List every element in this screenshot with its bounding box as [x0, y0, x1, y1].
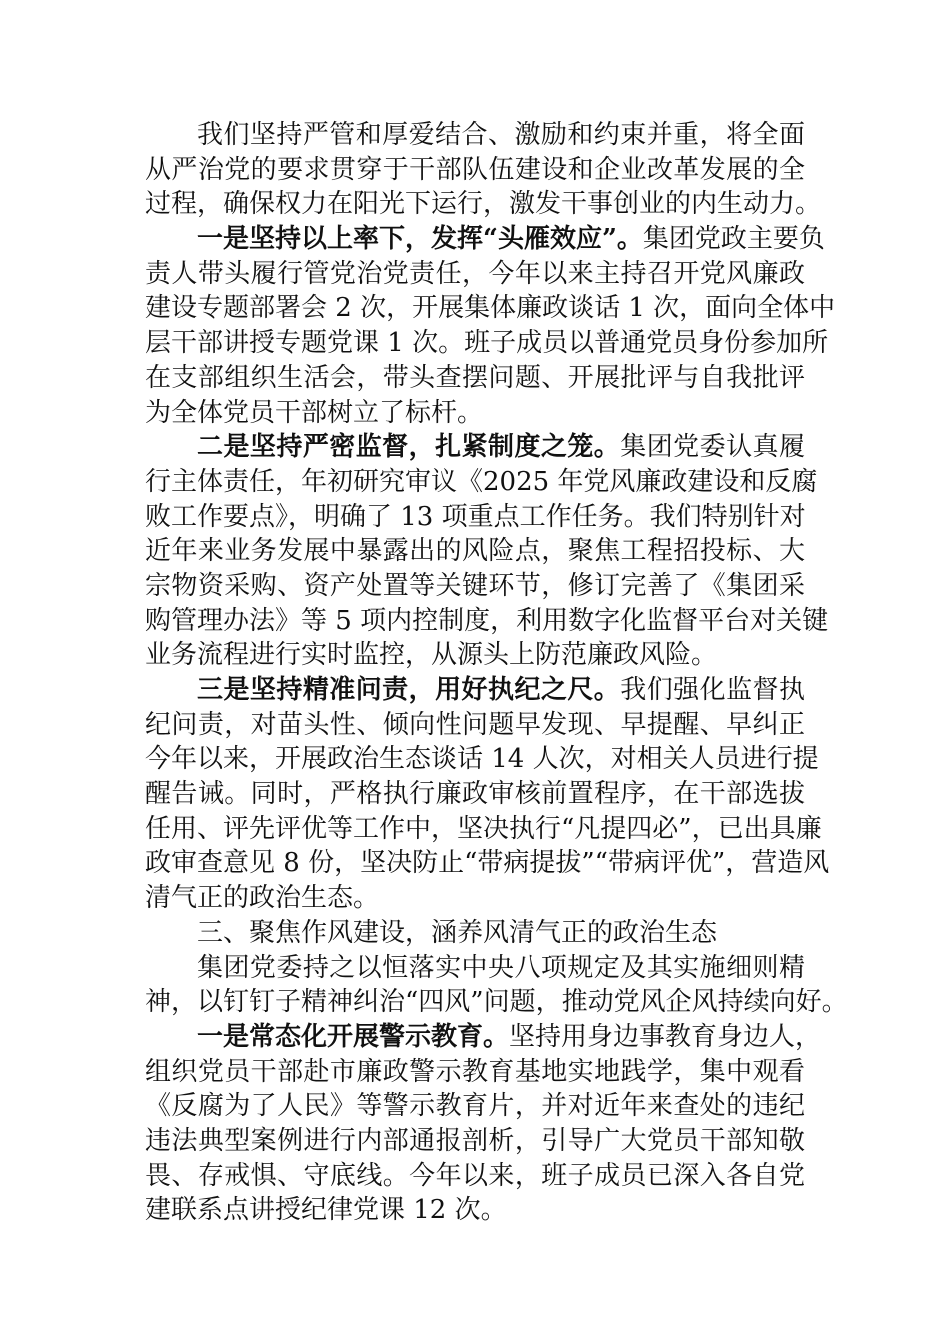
line-text: 业务流程进行实时监控，从源头上防范廉政风险。 — [145, 640, 718, 671]
paragraph — [145, 673, 830, 916]
text-line — [145, 118, 805, 153]
text-line — [145, 916, 805, 951]
line-text: 集团党委持之以恒落实中央八项规定及其实施细则精 — [197, 952, 805, 983]
text-line — [145, 1124, 805, 1159]
text-line — [145, 638, 805, 673]
text-line — [145, 951, 805, 986]
line-text: 违法典型案例进行内部通报剖析，引导广大党员干部知敬 — [145, 1125, 805, 1156]
text-line — [145, 604, 829, 639]
bold-lead-sentence: 三是坚持精准问责，用好执纪之尺。 — [197, 675, 621, 705]
text-line — [145, 708, 805, 743]
text-line — [145, 153, 805, 188]
text-line — [145, 985, 848, 1020]
line-text: 清气正的政治生态。 — [145, 883, 380, 914]
bold-lead-sentence: 一是坚持以上率下，发挥“头雁效应”。 — [197, 224, 643, 255]
text-line — [145, 326, 829, 361]
document-page — [145, 118, 848, 1228]
text-line — [145, 812, 822, 847]
line-text: 责人带头履行管党治党责任，今年以来主持召开党风廉政 — [145, 258, 805, 289]
line-text: 三、聚焦作风建设，涵养风清气正的政治生态 — [197, 917, 718, 948]
line-text: 层干部讲授专题党课 1 次。班子成员以普通党员身份参加所 — [145, 328, 829, 359]
line-text: 今年以来，开展政治生态谈话 14 人次，对相关人员进行提 — [145, 744, 819, 775]
line-text: 建设专题部署会 2 次，开展集体廉政谈话 1 次，面向全体中 — [145, 293, 836, 324]
line-text: 坚持用身边事教育身边人， — [509, 1021, 822, 1052]
text-line — [145, 257, 805, 292]
text-line — [145, 465, 818, 500]
line-text: 宗物资采购、资产处置等关键环节，修订完善了《集团采 — [145, 570, 805, 601]
text-line — [145, 569, 805, 604]
text-line — [145, 881, 805, 916]
bold-lead-sentence: 二是坚持严密监督，扎紧制度之笼。 — [197, 432, 621, 463]
text-line — [145, 1159, 805, 1194]
text-line — [145, 777, 805, 812]
line-text: 醒告诫。同时，严格执行廉政审核前置程序，在干部选拔 — [145, 779, 805, 810]
line-text: 任用、评先评优等工作中，坚决执行“凡提四必”，已出具廉 — [145, 813, 822, 844]
line-text: 行主体责任，年初研究审议《2025 年党风廉政建设和反腐 — [145, 466, 818, 497]
line-text: 建联系点讲授纪律党课 12 次。 — [145, 1195, 507, 1226]
paragraph — [145, 1020, 822, 1228]
paragraph — [145, 222, 836, 430]
line-text: 集团党委认真履 — [620, 432, 805, 463]
text-line — [145, 222, 825, 257]
text-line — [145, 846, 830, 881]
line-text: 我们坚持严管和厚爱结合、激励和约束并重，将全面 — [197, 120, 805, 150]
section-heading — [145, 916, 805, 951]
line-text: 在支部组织生活会，带头查摆问题、开展批评与自我批评 — [145, 362, 805, 393]
line-text: 畏、存戒惧、守底线。今年以来，班子成员已深入各自党 — [145, 1160, 805, 1191]
text-line — [145, 742, 819, 777]
text-line — [145, 1055, 805, 1090]
text-line — [145, 534, 805, 569]
line-text: 为全体党员干部树立了标杆。 — [145, 397, 484, 428]
paragraph — [145, 951, 848, 1020]
bold-lead-sentence: 一是常态化开展警示教育。 — [197, 1021, 510, 1052]
line-text: 败工作要点》，明确了 13 项重点工作任务。我们特别针对 — [145, 501, 806, 532]
line-text: 纪问责，对苗头性、倾向性问题早发现、早提醒、早纠正 — [145, 709, 805, 740]
line-text: 神，以钉钉子精神纠治“四风”问题，推动党风企风持续向好。 — [145, 987, 848, 1018]
text-line — [145, 291, 836, 326]
paragraph — [145, 430, 829, 673]
text-line — [145, 187, 822, 222]
text-line — [145, 1020, 822, 1055]
line-text: 过程，确保权力在阳光下运行，激发干事创业的内生动力。 — [145, 189, 822, 220]
text-line — [145, 1089, 805, 1124]
line-text: 从严治党的要求贯穿于干部队伍建设和企业改革发展的全 — [145, 154, 805, 185]
paragraph — [145, 118, 822, 222]
text-line — [145, 673, 805, 708]
text-line — [145, 430, 805, 465]
line-text: 政审查意见 8 份，坚决防止“带病提拔”“带病评优”，营造风 — [145, 848, 830, 879]
line-text: 《反腐为了人民》等警示教育片，并对近年来查处的违纪 — [145, 1091, 805, 1122]
line-text: 购管理办法》等 5 项内控制度，利用数字化监督平台对关键 — [145, 605, 829, 636]
text-line — [145, 1193, 805, 1228]
line-text: 组织党员干部赴市廉政警示教育基地实地践学，集中观看 — [145, 1056, 805, 1087]
text-line — [145, 500, 805, 535]
text-line — [145, 361, 805, 396]
line-text: 近年来业务发展中暴露出的风险点，聚焦工程招投标、大 — [145, 536, 805, 567]
text-line — [145, 396, 805, 431]
line-text: 我们强化监督执 — [620, 675, 805, 705]
line-text: 集团党政主要负 — [642, 224, 825, 255]
